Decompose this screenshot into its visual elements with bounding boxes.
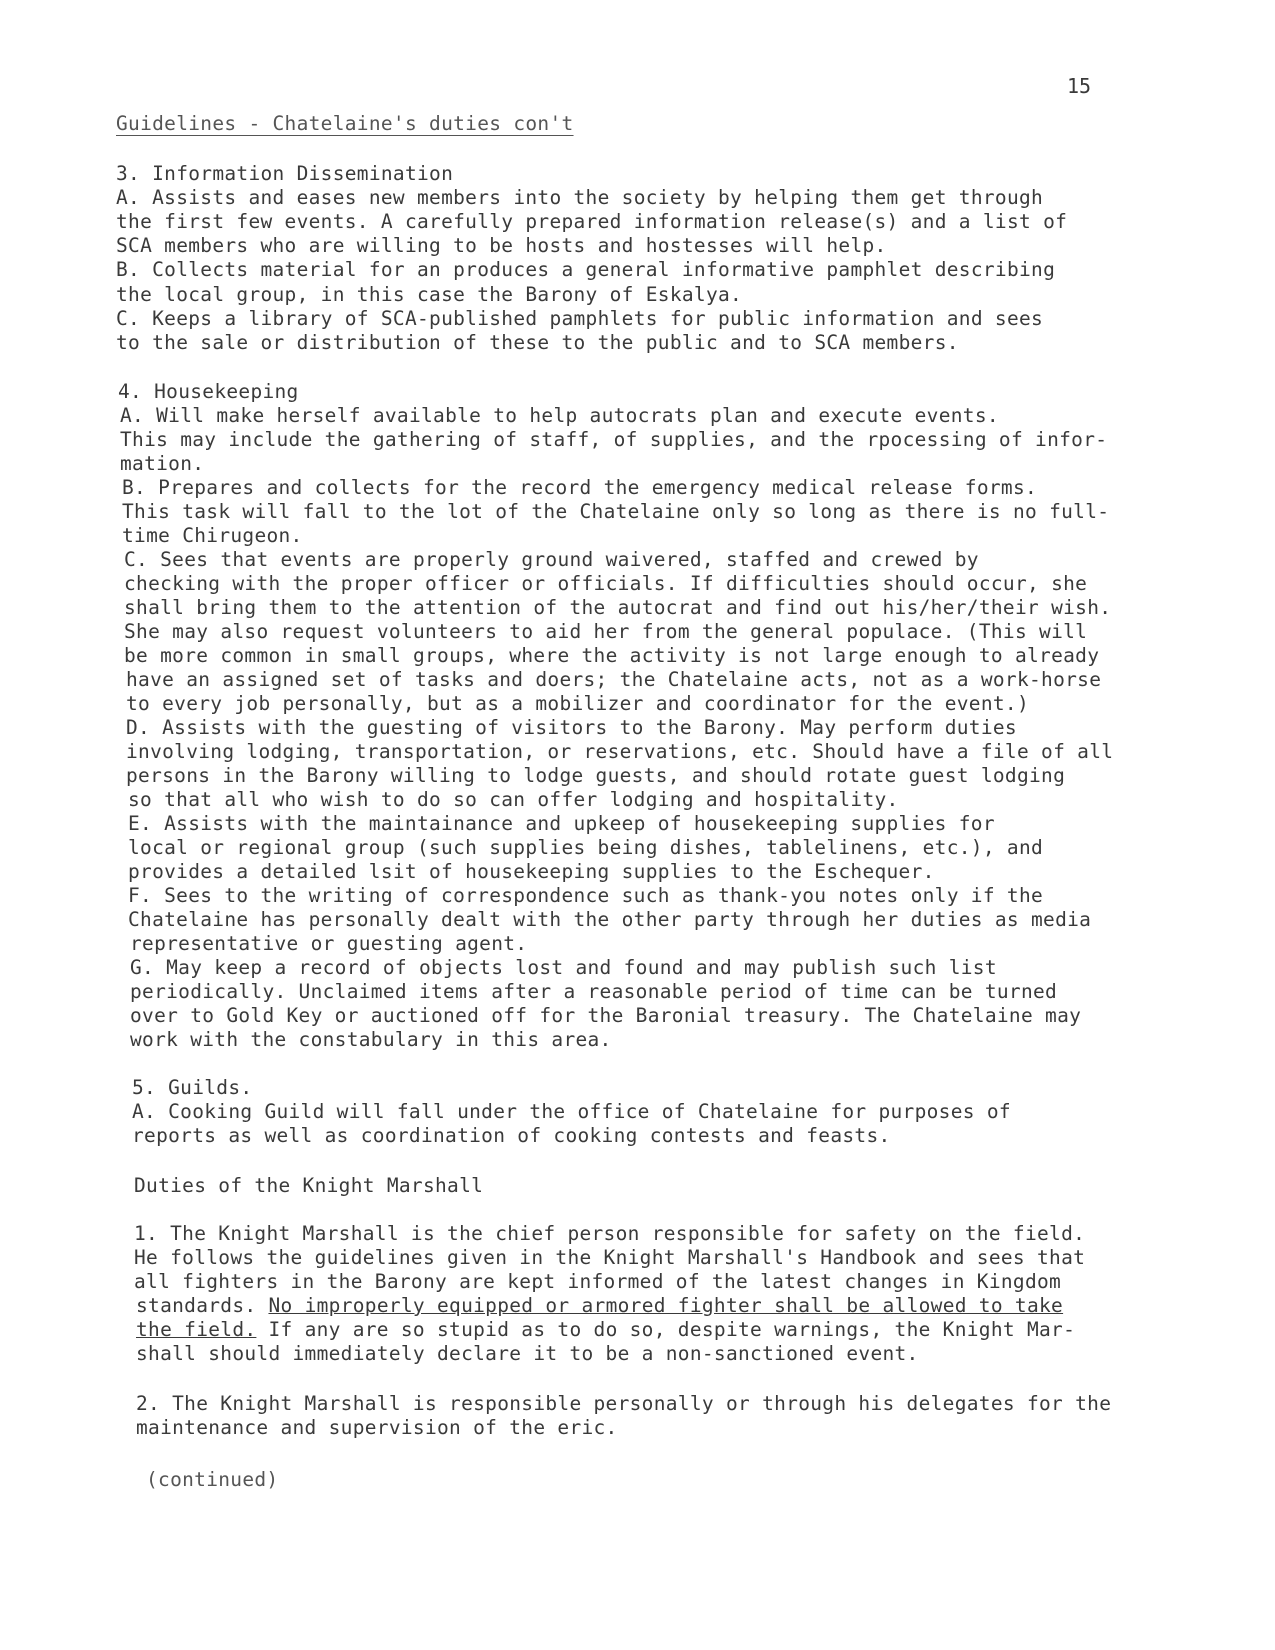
section-4-heading: 4. Housekeeping [118,380,299,403]
text-line: local or regional group (such supplies being dishes, tablelinens, etc.), and [128,836,1044,859]
text-line: to the sale or distribution of these to the public and to SCA members. [116,331,959,354]
text-line: Chatelaine has personally dealt with the other party through her duties as media [128,908,1092,931]
text-line: A. Cooking Guild will fall under the office of Chatelaine for purposes of [132,1100,1011,1123]
text-line [136,1294,1063,1318]
text-line: the first few events. A carefully prepared information release(s) and a list of [116,210,1068,233]
text-line: persons in the Barony willing to lodge guests, and should rotate guest lodging [126,764,1066,787]
text-line: She may also request volunteers to aid her from the general populace. (This will [124,620,1088,643]
text-line: provides a detailed lsit of housekeeping supplies to the Eschequer. [128,860,935,883]
text-line: involving lodging, transportation, or reservations, etc. Should have a file of all [126,740,1114,763]
text-line: the local group, in this case the Barony of Eskalya. [116,283,743,306]
text-line: to every job personally, but as a mobilizer and coordinator for the event.) [126,692,1029,715]
text-fragment: standards. [136,1294,269,1317]
text-line: have an assigned set of tasks and doers; the Chatelaine acts, not as a work-horse [126,668,1102,691]
text-line: C. Keeps a library of SCA-published pamphlets for public information and sees [116,307,1044,330]
text-line: B. Prepares and collects for the record the emergency medical release forms. [122,476,1038,499]
page-header: Guidelines - Chatelaine's duties con't [116,112,574,135]
text-line: time Chirugeon. [122,524,303,547]
text-line: He follows the guidelines given in the Knight Marshall's Handbook and sees that [134,1246,1086,1269]
text-line: shall should immediately declare it to be a non-sanctioned event. [136,1342,919,1365]
page-number: 15 [1067,74,1092,98]
knight-marshall-title: Duties of the Knight Marshall [134,1174,484,1197]
text-line: periodically. Unclaimed items after a reasonable period of time can be turned [130,980,1058,1003]
text-line: mation. [120,452,205,475]
text-line: F. Sees to the writing of correspondence such as thank-you notes only if the [128,884,1044,907]
text-line: B. Collects material for an produces a general informative pamphlet describing [116,258,1056,281]
text-line: A. Assists and eases new members into the society by helping them get through [116,186,1044,209]
text-line [136,1318,1075,1342]
text-line: so that all who wish to do so can offer lodging and hospitality. [128,788,899,811]
text-line: D. Assists with the guesting of visitors to the Barony. May perform duties [126,716,1017,739]
text-line: G. May keep a record of objects lost and found and may publish such list [130,956,997,979]
text-line: checking with the proper officer or officials. If difficulties should occur, she [124,572,1088,595]
text-line: C. Sees that events are properly ground waivered, staffed and crewed by [124,548,979,571]
text-line: This may include the gathering of staff, of supplies, and the rpocessing of infor- [120,428,1108,451]
text-line: reports as well as coordination of cooking contests and feasts. [132,1124,891,1147]
text-line: A. Will make herself available to help autocrats plan and execute events. [120,404,999,427]
text-line: This task will fall to the lot of the Chatelaine only so long as there is no full- [122,500,1110,523]
text-line: maintenance and supervision of the eric. [136,1416,618,1439]
text-fragment: If any are so stupid as to do so, despite warnings, the Knight Mar- [256,1318,1076,1341]
text-line: E. Assists with the maintainance and upkeep of housekeeping supplies for [128,812,995,835]
text-line: representative or guesting agent. [130,932,528,955]
text-line: work with the constabulary in this area. [130,1028,612,1051]
underlined-text: the field. [136,1318,257,1341]
continued-note: (continued) [146,1468,279,1491]
section-5-heading: 5. Guilds. [132,1076,253,1099]
text-line: shall bring them to the attention of the autocrat and find out his/her/their wish. [124,596,1112,619]
underlined-text: No improperly equipped or armored fighter shall be allowed to take [268,1294,1064,1317]
text-line: SCA members who are willing to be hosts and hostesses will help. [116,234,887,257]
text-line: 2. The Knight Marshall is responsible personally or through his delegates for the [136,1392,1112,1415]
text-line: 1. The Knight Marshall is the chief person responsible for safety on the field. [134,1222,1086,1245]
text-line: over to Gold Key or auctioned off for the Baronial treasury. The Chatelaine may [130,1004,1082,1027]
section-3-heading: 3. Information Dissemination [116,162,454,185]
text-line: all fighters in the Barony are kept informed of the latest changes in Kingdom [134,1270,1062,1293]
text-line: be more common in small groups, where the activity is not large enough to already [124,644,1100,667]
